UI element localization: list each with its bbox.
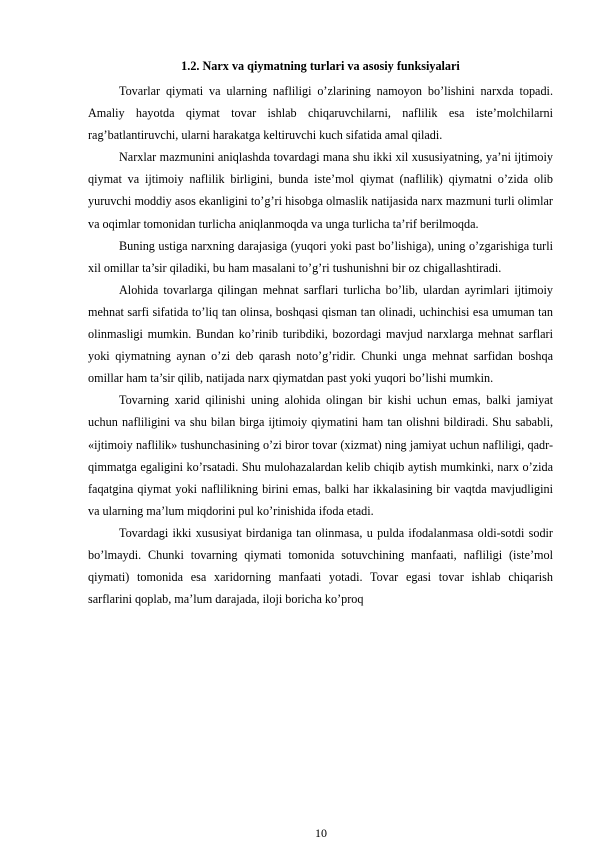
paragraph-5: Tovarning xarid qilinishi uning alohida olingan bir kishi uchun emas, balki jamiyat uchun nafliligini va shu bilan birga ijtimoiy qiymatini ham tan olishni bildiradi. Shu sababli, «ijtimoiy naflilik» tushunchasining o’zi biror tovar (xizmat) ning jamiyat uchun nafliligi, qadr-qimmatga egaligini ko’rsatadi. Shu mulohazalardan kelib chiqib aytish mumkinki, narx o’zida faqatgina qiymat yoki naflilikning birini emas, balki har ikkalasining bir vaqtda mavjudligini va ularning ma’lum miqdorini pul ko’rinishida ifoda etadi.: [88, 393, 553, 518]
paragraph-3: Buning ustiga narxning darajasiga (yuqori yoki past bo’lishiga), uning o’zgarishiga turli xil omillar ta’sir qiladiki, bu ham masalani to’g’ri tushunishni bir oz chigallashtiradi.: [88, 238, 553, 275]
paragraph-1: Tovarlar qiymati va ularning nafliligi o’zlarining namoyon bo’lishini narxda topadi. Amaliy hayotda qiymat tovar ishlab chiqaruvchilarni, naflilik esa iste’molchilarni rag’batlantiruvchi, ularni harakatga keltiruvchi kuch sifatida amal qiladi.: [88, 84, 553, 143]
paragraph-4: Alohida tovarlarga qilingan mehnat sarflari turlicha bo’lib, ulardan ayrimlari ijtimoiy mehnat sarfi sifatida to’liq tan olinsa, boshqasi qisman tan olinadi, uchinchisi esa umuman tan olinmasligi mumkin. Bundan ko’rinib turibdiki, bozordagi mavjud narxlarga mehnat sarflari yoki qiymatning aynan o’zi deb qarash noto’g’ridir. Chunki unga mehnat sarfidan boshqa omillar ham ta’sir qilib, natijada narx qiymatdan past yoki yuqori bo’lishi mumkin.: [88, 282, 553, 386]
page-number: 10: [315, 826, 327, 840]
paragraph-6: Tovardagi ikki xususiyat birdaniga tan olinmasa, u pulda ifodalanmasa oldi-sotdi sodir bo’lmaydi. Chunki tovarning qiymati tomonida sotuvchining manfaati, nafliligi (iste’mol qiymati) tomonida esa xaridorning manfaati yotadi. Tovar egasi tovar ishlab chiqarish sarflarini qoplab, ma’lum darajada, iloji boricha ko’proq: [88, 525, 553, 607]
paragraph-2: Narxlar mazmunini aniqlashda tovardagi mana shu ikki xil xususiyatning, ya’ni ijtimoiy qiymat va ijtimoiy naflilik birligini, bunda iste’mol qiymat (naflilik) qiymatni o’zida olib yuruvchi moddiy asos ekanligini to’g’ri hisobga olmaslik natijasida narx mazmuni turli olimlar va oqimlar tomonidan turlicha aniqlanmoqda va unga turlicha ta’rif berilmoqda.: [88, 150, 553, 231]
section-heading: 1.2. Narx va qiymatning turlari va asosiy funksiyalari: [181, 59, 460, 73]
body-text: [88, 80, 553, 610]
